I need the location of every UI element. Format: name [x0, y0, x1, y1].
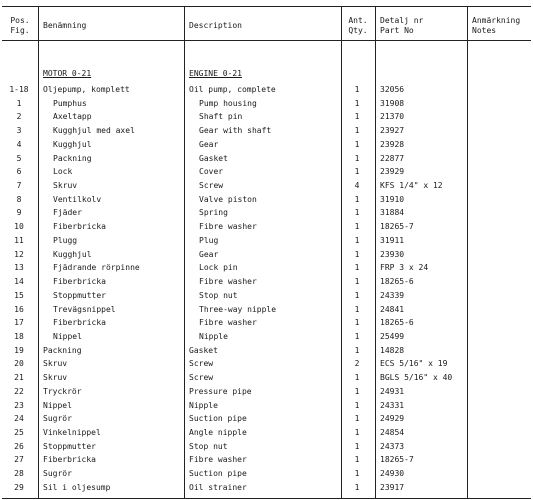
row-pos: 8 — [16, 194, 22, 204]
row-partno: 24929 — [380, 414, 405, 424]
row-benamning: Lock — [53, 167, 73, 177]
row-pos: 1 — [16, 98, 22, 108]
row-pos: 6 — [16, 167, 22, 177]
row-benamning: Packning — [53, 153, 92, 163]
row-description: Gasket — [199, 153, 228, 163]
row-description: Fibre washer — [189, 455, 247, 465]
row-description: Nipple — [199, 331, 228, 341]
row-pos: 22 — [14, 386, 24, 396]
row-benamning: Stoppmutter — [43, 441, 96, 451]
row-description: Screw — [199, 181, 224, 191]
row-qty: 1 — [354, 482, 360, 492]
table-row — [2, 371, 531, 385]
row-description: Oil pump, complete — [189, 85, 276, 94]
table-row — [2, 467, 531, 481]
row-description: Lock pin — [199, 263, 238, 273]
header-notes — [472, 16, 520, 36]
row-benamning: Pumphus — [53, 98, 87, 108]
row-qty: 1 — [354, 345, 360, 355]
row-pos: 3 — [16, 126, 22, 136]
row-partno: 24931 — [380, 386, 405, 396]
row-description: Screw — [189, 373, 214, 383]
table-row — [2, 179, 531, 193]
row-pos: 16 — [14, 304, 24, 314]
row-qty: 1 — [354, 277, 360, 287]
row-qty: 1 — [354, 139, 360, 149]
row-partno: FRP 3 x 24 — [380, 263, 429, 273]
section-title-sv-text: MOTOR 0-21 — [43, 69, 92, 78]
row-pos: 17 — [14, 318, 24, 328]
row-qty: 4 — [354, 181, 360, 191]
row-partno: 18265-6 — [380, 318, 414, 328]
row-pos: 28 — [14, 469, 24, 479]
header-pos — [2, 16, 38, 36]
row-qty: 1 — [354, 400, 360, 410]
row-qty: 1 — [354, 98, 360, 108]
row-qty: 1 — [354, 208, 360, 218]
row-description: Cover — [199, 167, 224, 177]
row-pos: 29 — [14, 482, 24, 492]
row-partno: 24373 — [380, 441, 405, 451]
row-benamning: Skruv — [43, 373, 68, 383]
row-benamning: Sugrör — [43, 469, 72, 479]
header-anmarkning-label: Anmärkning — [472, 16, 521, 25]
row-benamning: Fiberbricka — [53, 318, 106, 328]
row-description: Screw — [189, 359, 214, 369]
row-pos: 13 — [14, 263, 24, 273]
row-partno: 24854 — [380, 428, 405, 437]
row-benamning: Sil i oljesump — [43, 482, 111, 492]
row-qty: 1 — [354, 455, 360, 465]
row-partno: 24930 — [380, 469, 405, 479]
section-title-sv — [43, 67, 91, 81]
section-title-en — [189, 67, 242, 81]
row-partno: 23930 — [380, 249, 405, 259]
row-pos: 5 — [16, 153, 22, 163]
row-benamning: Tryckrör — [43, 386, 82, 396]
row-qty: 1 — [354, 249, 360, 259]
table-row — [2, 357, 531, 371]
row-pos: 12 — [14, 249, 24, 259]
table-row — [2, 110, 531, 124]
row-pos: 23 — [14, 400, 24, 410]
header-benamning: Benämning — [43, 21, 87, 30]
row-pos: 14 — [14, 277, 24, 287]
row-partno: 25499 — [380, 331, 405, 341]
table-row — [2, 220, 531, 234]
row-description: Three-way nipple — [199, 304, 277, 314]
table-row — [2, 275, 531, 289]
row-description: Fibre washer — [199, 318, 257, 328]
table-row — [2, 330, 531, 344]
row-partno: 18265-6 — [380, 277, 414, 287]
parts-list-table — [2, 6, 531, 499]
table-row — [2, 124, 531, 138]
section-title-en-text: ENGINE 0-21 — [189, 69, 242, 78]
row-partno: ECS 5/16" x 19 — [380, 359, 448, 369]
row-partno: 23928 — [380, 139, 405, 149]
row-qty: 1 — [354, 222, 360, 232]
row-qty: 1 — [354, 469, 360, 479]
row-qty: 1 — [354, 386, 360, 396]
row-pos: 24 — [14, 414, 24, 424]
row-pos: 7 — [16, 181, 22, 191]
row-description: Stop nut — [189, 441, 228, 451]
table-row — [2, 399, 531, 413]
header-ant-label: Ant. — [348, 16, 368, 25]
row-description: Stop nut — [199, 290, 238, 300]
row-partno: 31908 — [380, 98, 405, 108]
row-benamning: Oljepump, komplett — [43, 85, 130, 94]
header-qty-label: Qty. — [348, 26, 368, 35]
table-row — [2, 261, 531, 275]
row-partno: KFS 1/4" x 12 — [380, 181, 443, 191]
row-pos: 4 — [16, 139, 22, 149]
row-benamning: Kugghjul — [53, 249, 92, 259]
row-pos: 26 — [14, 441, 24, 451]
row-benamning: Nippel — [53, 331, 82, 341]
row-qty: 1 — [354, 428, 360, 437]
row-pos: 25 — [14, 428, 24, 437]
row-benamning: Ventilkolv — [53, 194, 102, 204]
header-partno — [380, 16, 423, 36]
row-pos: 18 — [14, 331, 24, 341]
table-row — [2, 193, 531, 207]
row-partno: 23929 — [380, 167, 405, 177]
table-row — [2, 453, 531, 467]
row-partno: 31884 — [380, 208, 405, 218]
row-partno: 32056 — [380, 85, 405, 94]
header-notes-label: Notes — [472, 26, 497, 35]
row-qty: 1 — [354, 414, 360, 424]
header-fig-label: Fig. — [10, 26, 30, 35]
row-partno: 18265-7 — [380, 222, 414, 232]
row-partno: 24339 — [380, 290, 405, 300]
table-row — [2, 289, 531, 303]
row-partno: 14828 — [380, 345, 405, 355]
header-pos-label: Pos. — [10, 16, 30, 25]
row-qty: 1 — [354, 85, 360, 94]
table-row — [2, 440, 531, 454]
row-description: Gear with shaft — [199, 126, 272, 136]
table-row — [2, 316, 531, 330]
row-qty: 1 — [354, 235, 360, 245]
row-description: Valve piston — [199, 194, 257, 204]
row-benamning: Skruv — [43, 359, 68, 369]
row-description: Shaft pin — [199, 112, 243, 122]
row-partno: 31911 — [380, 235, 405, 245]
row-benamning: Kugghjul med axel — [53, 126, 135, 136]
row-description: Fibre washer — [199, 222, 257, 232]
row-benamning: Fiberbricka — [53, 222, 106, 232]
row-benamning: Axeltapp — [53, 112, 92, 122]
row-partno: 18265-7 — [380, 455, 414, 465]
row-partno: 31910 — [380, 194, 405, 204]
row-description: Fibre washer — [199, 277, 257, 287]
row-pos: 10 — [14, 222, 24, 232]
row-description: Pressure pipe — [189, 386, 252, 396]
row-partno: 21370 — [380, 112, 405, 122]
row-description: Gasket — [189, 345, 218, 355]
row-qty: 1 — [354, 167, 360, 177]
table-row — [2, 344, 531, 358]
table-row — [2, 206, 531, 220]
row-benamning: Fiberbricka — [53, 277, 106, 287]
row-description: Suction pipe — [189, 469, 247, 479]
row-qty: 1 — [354, 112, 360, 122]
row-qty: 1 — [354, 290, 360, 300]
table-row — [2, 412, 531, 426]
row-benamning: Vinkelnippel — [43, 428, 101, 437]
row-description: Angle nipple — [189, 428, 247, 437]
row-partno: 23927 — [380, 126, 405, 136]
row-qty: 2 — [354, 359, 360, 369]
row-description: Spring — [199, 208, 228, 218]
row-benamning: Fiberbricka — [43, 455, 96, 465]
row-benamning: Kugghjul — [53, 139, 92, 149]
row-description: Plug — [199, 235, 219, 245]
table-row — [2, 83, 531, 97]
row-qty: 1 — [354, 318, 360, 328]
row-description: Pump housing — [199, 98, 257, 108]
header-partno-label: Part No — [380, 26, 414, 35]
table-row — [2, 385, 531, 399]
row-partno: BGLS 5/16" x 40 — [380, 373, 453, 383]
row-description: Nipple — [189, 400, 218, 410]
row-benamning: Trevägsnippel — [53, 304, 116, 314]
table-header — [2, 7, 531, 41]
table-row — [2, 248, 531, 262]
row-benamning: Packning — [43, 345, 82, 355]
row-pos: 19 — [14, 345, 24, 355]
row-partno: 24841 — [380, 304, 405, 314]
row-pos: 1-18 — [9, 85, 29, 94]
table-row — [2, 426, 531, 440]
row-benamning: Nippel — [43, 400, 72, 410]
row-partno: 22877 — [380, 153, 405, 163]
row-qty: 1 — [354, 153, 360, 163]
row-pos: 20 — [14, 359, 24, 369]
row-partno: 23917 — [380, 482, 405, 492]
row-benamning: Fjäder — [53, 208, 82, 218]
row-qty: 1 — [354, 194, 360, 204]
table-row — [2, 303, 531, 317]
row-benamning: Sugrör — [43, 414, 72, 424]
row-description: Suction pipe — [189, 414, 247, 424]
row-benamning: Fjädrande rörpinne — [53, 263, 140, 273]
table-row — [2, 234, 531, 248]
row-qty: 1 — [354, 441, 360, 451]
row-pos: 2 — [16, 112, 22, 122]
table-row — [2, 165, 531, 179]
table-row — [2, 152, 531, 166]
row-pos: 9 — [16, 208, 22, 218]
row-benamning: Plugg — [53, 235, 78, 245]
row-pos: 11 — [14, 235, 24, 245]
row-partno: 24331 — [380, 400, 405, 410]
row-qty: 1 — [354, 373, 360, 383]
row-qty: 1 — [354, 331, 360, 341]
table-row — [2, 97, 531, 111]
row-pos: 27 — [14, 455, 24, 465]
row-pos: 21 — [14, 373, 24, 383]
row-pos: 15 — [14, 290, 24, 300]
row-benamning: Skruv — [53, 181, 78, 191]
row-qty: 1 — [354, 263, 360, 273]
table-row — [2, 481, 531, 495]
row-qty: 1 — [354, 304, 360, 314]
row-description: Gear — [199, 139, 219, 149]
row-benamning: Stoppmutter — [53, 290, 106, 300]
row-qty: 1 — [354, 126, 360, 136]
header-detalj-label: Detalj nr — [380, 16, 424, 25]
row-description: Gear — [199, 249, 219, 259]
row-description: Oil strainer — [189, 482, 247, 492]
table-row — [2, 138, 531, 152]
header-qty — [341, 16, 375, 36]
header-description: Description — [189, 21, 242, 30]
